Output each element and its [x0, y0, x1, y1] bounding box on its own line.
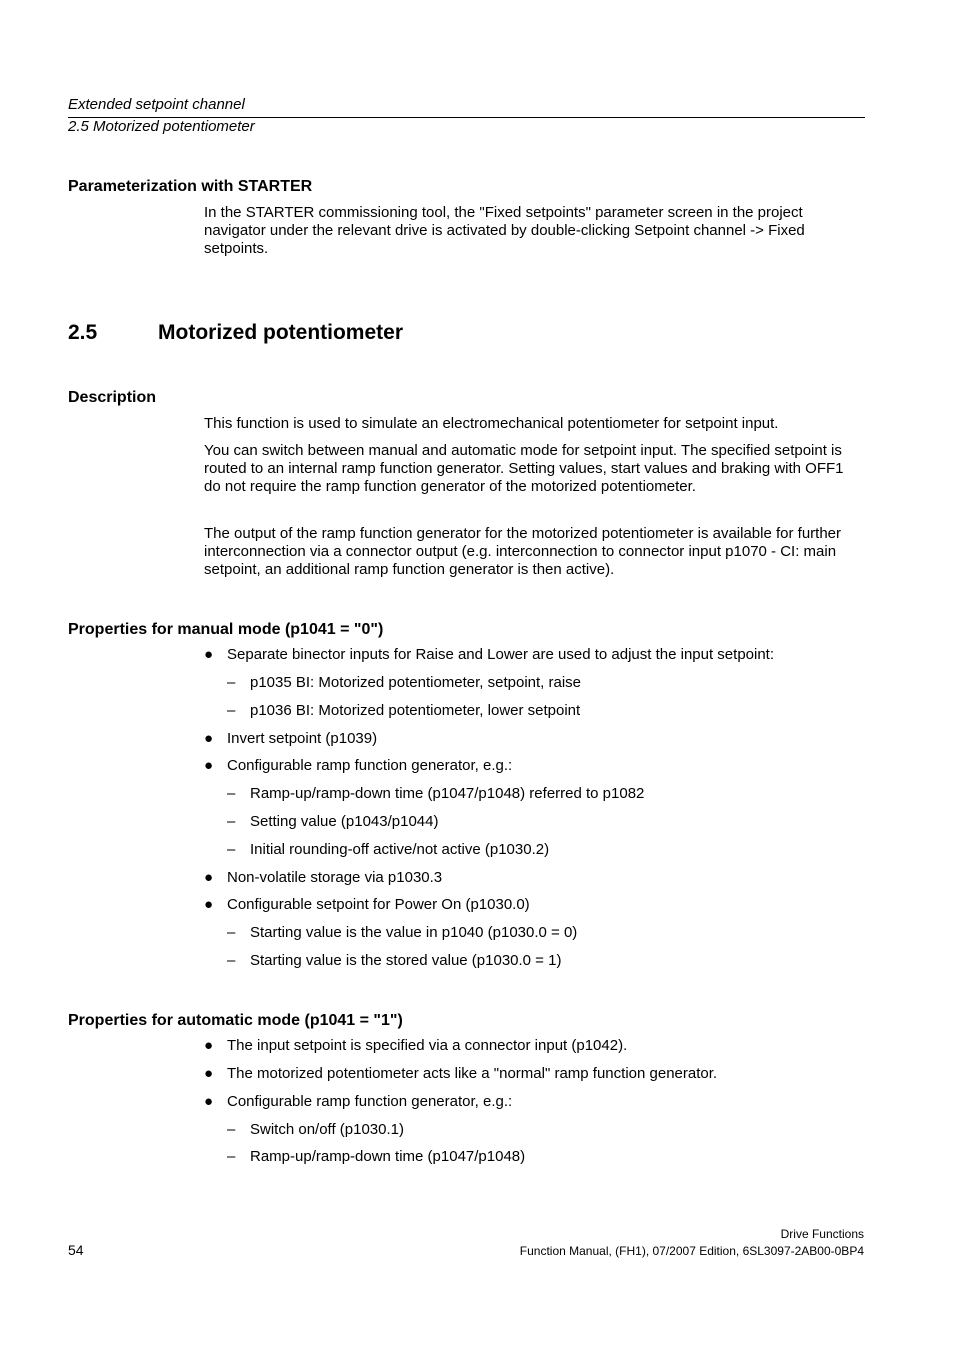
dash-icon: –: [227, 785, 236, 802]
dash-icon: –: [227, 674, 236, 691]
starter-paragraph: In the STARTER commissioning tool, the "Fixed setpoints" parameter screen in the project navigator under the relevant drive is activated by double-clicking Setpoint channel -> Fixed setpoints.: [204, 204, 805, 257]
section-number: 2.5: [68, 321, 98, 344]
header-rule: [68, 117, 865, 118]
description-heading: Description: [68, 389, 157, 406]
list-item: Non-volatile storage via p1030.3: [227, 869, 443, 886]
bullet-icon: ●: [204, 1037, 214, 1054]
bullet-icon: ●: [204, 646, 214, 663]
bullet-icon: ●: [204, 730, 214, 747]
dash-icon: –: [227, 924, 236, 941]
dash-icon: –: [227, 952, 236, 969]
sub-list-item: Ramp-up/ramp-down time (p1047/p1048): [250, 1148, 526, 1165]
manual-mode-heading: Properties for manual mode (p1041 = "0"): [68, 621, 384, 638]
dash-icon: –: [227, 813, 236, 830]
footer-document-info: Function Manual, (FH1), 07/2007 Edition, 6SL3097-2AB00-0BP4: [519, 1244, 864, 1258]
bullet-icon: ●: [204, 869, 214, 886]
list-item: Configurable setpoint for Power On (p1030.0): [227, 896, 530, 913]
description-paragraph: This function is used to simulate an electromechanical potentiometer for setpoint input.: [204, 415, 779, 432]
dash-icon: –: [227, 1121, 236, 1138]
starter-heading: Parameterization with STARTER: [68, 178, 313, 195]
sub-list-item: Initial rounding-off active/not active (p1030.2): [250, 841, 550, 858]
list-item: Configurable ramp function generator, e.g.:: [227, 1093, 513, 1110]
footer-document-title: Drive Functions: [780, 1227, 864, 1241]
dash-icon: –: [227, 702, 236, 719]
dash-icon: –: [227, 841, 236, 858]
running-header-section: 2.5 Motorized potentiometer: [68, 118, 255, 135]
section-title: Motorized potentiometer: [158, 321, 403, 344]
sub-list-item: Starting value is the value in p1040 (p1030.0 = 0): [250, 924, 578, 941]
sub-list-item: Switch on/off (p1030.1): [250, 1121, 404, 1138]
page-number: 54: [68, 1242, 84, 1258]
bullet-icon: ●: [204, 1065, 214, 1082]
bullet-icon: ●: [204, 1093, 214, 1110]
bullet-icon: ●: [204, 757, 214, 774]
list-item: Invert setpoint (p1039): [227, 730, 378, 747]
list-item: The motorized potentiometer acts like a "normal" ramp function generator.: [227, 1065, 718, 1082]
automatic-mode-heading: Properties for automatic mode (p1041 = "1"): [68, 1012, 403, 1029]
sub-list-item: p1036 BI: Motorized potentiometer, lower setpoint: [250, 702, 581, 719]
running-header-chapter: Extended setpoint channel: [68, 96, 245, 113]
list-item: Separate binector inputs for Raise and Lower are used to adjust the input setpoint:: [227, 646, 775, 663]
list-item: The input setpoint is specified via a connector input (p1042).: [227, 1037, 628, 1054]
sub-list-item: Starting value is the stored value (p1030.0 = 1): [250, 952, 562, 969]
bullet-icon: ●: [204, 896, 214, 913]
dash-icon: –: [227, 1148, 236, 1165]
sub-list-item: p1035 BI: Motorized potentiometer, setpoint, raise: [250, 674, 582, 691]
sub-list-item: Ramp-up/ramp-down time (p1047/p1048) referred to p1082: [250, 785, 645, 802]
description-paragraph: The output of the ramp function generator for the motorized potentiometer is available for further interconnection via a connector output (e.g. interconnection to connector input p1070 - CI: main setpoint, an additional ramp function generator is then active).: [204, 525, 842, 578]
sub-list-item: Setting value (p1043/p1044): [250, 813, 439, 830]
description-paragraph: You can switch between manual and automatic mode for setpoint input. The specified setpoint is routed to an internal ramp function generator. Setting values, start values and braking with OFF1 do not require the ramp function generator of the motorized potentiometer.: [204, 442, 844, 495]
list-item: Configurable ramp function generator, e.g.:: [227, 757, 513, 774]
